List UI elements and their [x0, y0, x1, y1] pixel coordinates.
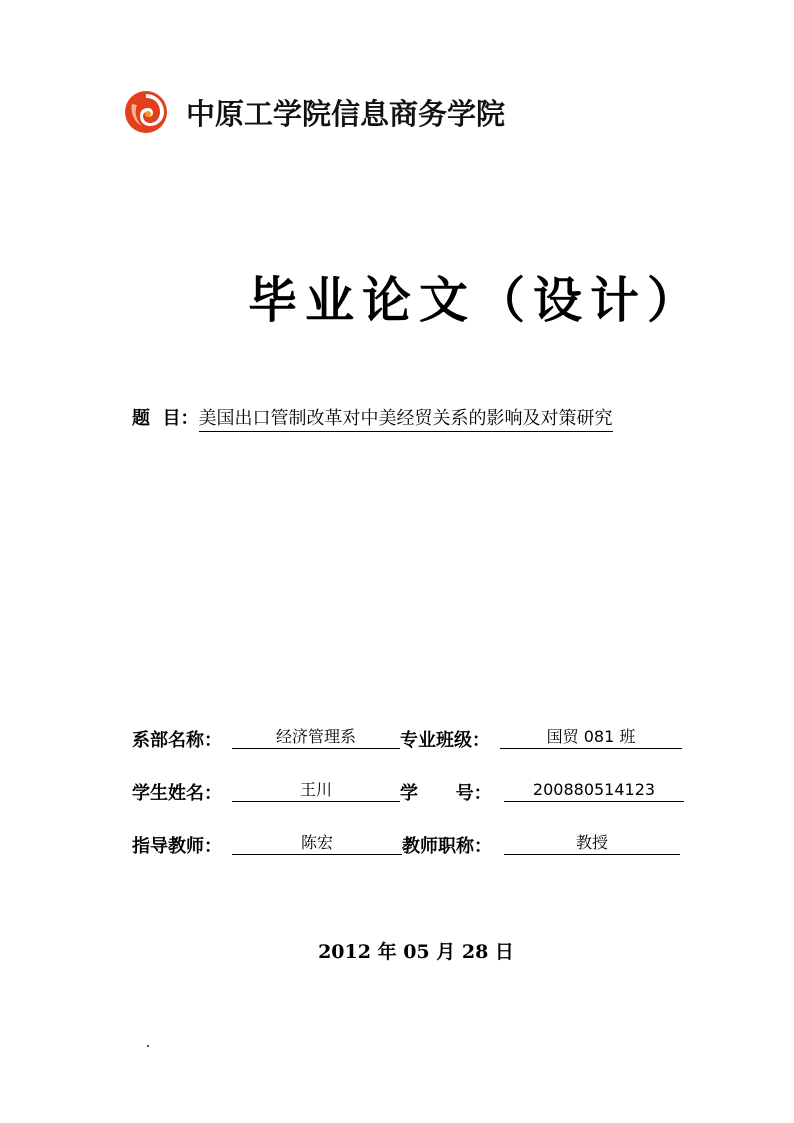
- page-title: 毕业论文（设计）: [248, 271, 705, 329]
- school-logo-header: [124, 90, 505, 134]
- department-label: 系部名称：: [132, 730, 222, 751]
- student-id-label: 学 号：: [400, 783, 492, 804]
- student-label: 学生姓名：: [132, 783, 222, 804]
- student-id-value: 200880514123: [504, 779, 684, 802]
- submission-date: 2012 年 05 月 28 日: [318, 941, 514, 963]
- topic-value: 美国出口管制改革对中美经贸关系的影响及对策研究: [199, 404, 613, 432]
- school-emblem-swirl-icon: [124, 90, 168, 134]
- student-value: 王川: [232, 779, 400, 802]
- topic-label: 题 目：: [132, 408, 199, 429]
- stray-dot: [147, 1045, 149, 1047]
- major-label: 专业班级：: [400, 730, 490, 751]
- advisor-label: 指导教师：: [132, 836, 222, 857]
- student-row: [132, 779, 692, 805]
- major-value: 国贸 081 班: [500, 726, 682, 749]
- department-row: [132, 726, 692, 752]
- institution-name: 中原工学院信息商务学院: [186, 96, 506, 131]
- topic-row: [132, 404, 613, 432]
- advisor-row: [132, 832, 692, 858]
- advisor-value: 陈宏: [232, 832, 402, 855]
- advisor-rank-value: 教授: [504, 832, 680, 855]
- advisor-rank-label: 教师职称：: [402, 836, 492, 857]
- department-value: 经济管理系: [232, 726, 400, 749]
